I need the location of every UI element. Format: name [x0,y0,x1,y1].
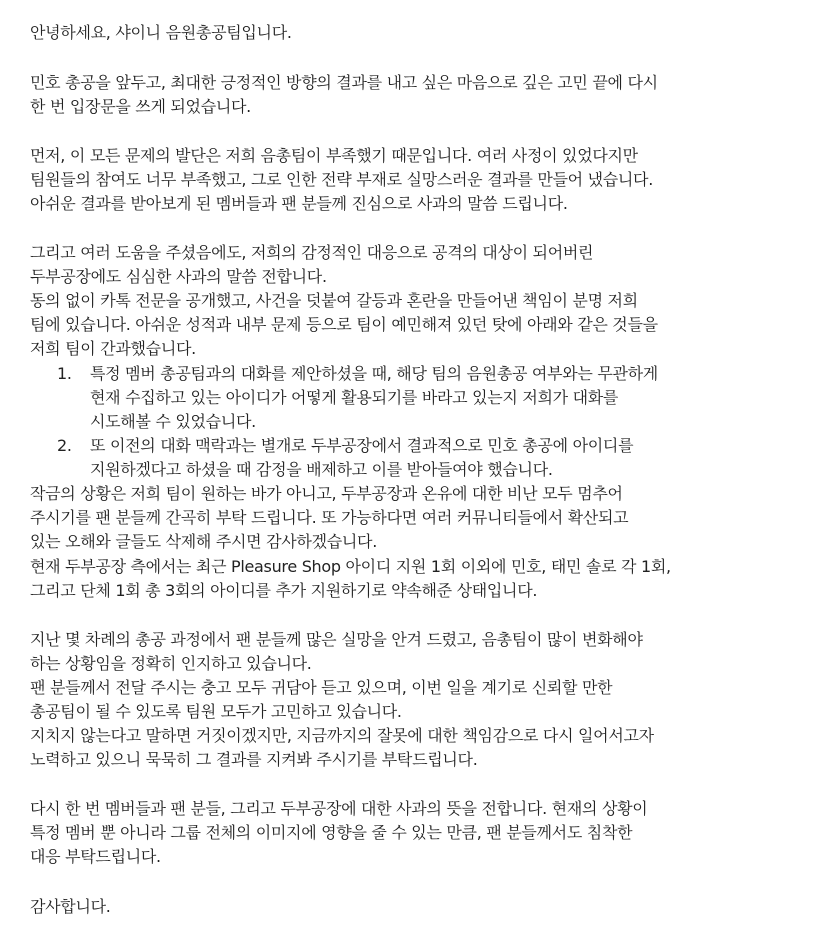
greeting-line: 안녕하세요, 샤이니 음원총공팀입니다. [30,23,292,42]
apology-line-2: 팀원들의 참여도 너무 부족했고, 그로 인한 전략 부재로 실망스러운 결과를 만들어 냈습니다. [30,170,653,189]
closing-apology-line-3: 대응 부탁드립니다. [30,847,161,866]
request-line-1: 작금의 상황은 저희 팀이 원하는 바가 아니고, 두부공장과 온유에 대한 비난 모두 멈추어 [30,484,623,503]
tofu-line-4: 팀에 있습니다. 아쉬운 성적과 내부 문제 등으로 팀이 예민해져 있던 탓에 아래와 같은 것들을 [30,315,658,334]
list-item-1-line-3: 시도해볼 수 있었습니다. [90,412,256,431]
tofu-line-5: 저희 팀이 간과했습니다. [30,339,196,358]
intro-line-1: 민호 총공을 앞두고, 최대한 긍정적인 방향의 결과를 내고 싶은 마음으로 깊은 고민 끝에 다시 [30,73,658,92]
list-item-2-number: 2. [57,436,72,455]
request-line-4: 현재 두부공장 측에서는 최근 Pleasure Shop 아이디 지원 1회 이외에 민호, 태민 솔로 각 1회, [30,557,671,576]
tofu-line-3: 동의 없이 카톡 전문을 공개했고, 사건을 덧붙여 갈등과 혼란을 만들어낸 책임이 분명 저희 [30,291,638,310]
thanks-line: 감사합니다. [30,897,111,916]
list-item-2-line-1: 또 이전의 대화 맥락과는 별개로 두부공장에서 결과적으로 민호 총공에 아이디를 [90,436,634,455]
list-item-1-line-1: 특정 멤버 총공팀과의 대화를 제안하셨을 때, 해당 팀의 음원총공 여부와는 무관하게 [90,364,658,383]
list-item-2-line-2: 지원하겠다고 하셨을 때 감정을 배제하고 이를 받아들여야 했습니다. [90,460,553,479]
list-item-1-line-2: 현재 수집하고 있는 아이디가 어떻게 활용되기를 바라고 있는지 저희가 대화를 [90,388,619,407]
reflection-line-1: 지난 몇 차례의 총공 과정에서 팬 분들께 많은 실망을 안겨 드렸고, 음총팀이 많이 변화해야 [30,630,643,649]
apology-line-3: 아쉬운 결과를 받아보게 된 멤버들과 팬 분들께 진심으로 사과의 말씀 드립니다. [30,194,568,213]
list-item-1-number: 1. [57,364,72,383]
tofu-line-2: 두부공장에도 심심한 사과의 말씀 전합니다. [30,267,327,286]
intro-line-2: 한 번 입장문을 쓰게 되었습니다. [30,97,251,116]
closing-apology-line-1: 다시 한 번 멤버들과 팬 분들, 그리고 두부공장에 대한 사과의 뜻을 전합니다. 현재의 상황이 [30,799,648,818]
tofu-line-1: 그리고 여러 도움을 주셨음에도, 저희의 감정적인 대응으로 공격의 대상이 되어버린 [30,243,594,262]
reflection-line-2: 하는 상황임을 정확히 인지하고 있습니다. [30,654,312,673]
request-line-3: 있는 오해와 글들도 삭제해 주시면 감사하겠습니다. [30,532,377,551]
reflection-line-3: 팬 분들께서 전달 주시는 충고 모두 귀담아 듣고 있으며, 이번 일을 계기로 신뢰할 만한 [30,678,613,697]
reflection-line-5: 지치지 않는다고 말하면 거짓이겠지만, 지금까지의 잘못에 대한 책임감으로 다시 일어서고자 [30,726,654,745]
closing-apology-line-2: 특정 멤버 뿐 아니라 그룹 전체의 이미지에 영향을 줄 수 있는 만큼, 팬 분들께서도 침착한 [30,823,633,842]
reflection-line-6: 노력하고 있으니 묵묵히 그 결과를 지켜봐 주시기를 부탁드립니다. [30,750,478,769]
request-line-5: 그리고 단체 1회 총 3회의 아이디를 추가 지원하기로 약속해준 상태입니다. [30,581,538,600]
reflection-line-4: 총공팀이 될 수 있도록 팀원 모두가 고민하고 있습니다. [30,702,402,721]
request-line-2: 주시기를 팬 분들께 간곡히 부탁 드립니다. 또 가능하다면 여러 커뮤니티들에서 확산되고 [30,508,629,527]
apology-line-1: 먼저, 이 모든 문제의 발단은 저희 음총팀이 부족했기 때문입니다. 여러 사정이 있었다지만 [30,146,638,165]
